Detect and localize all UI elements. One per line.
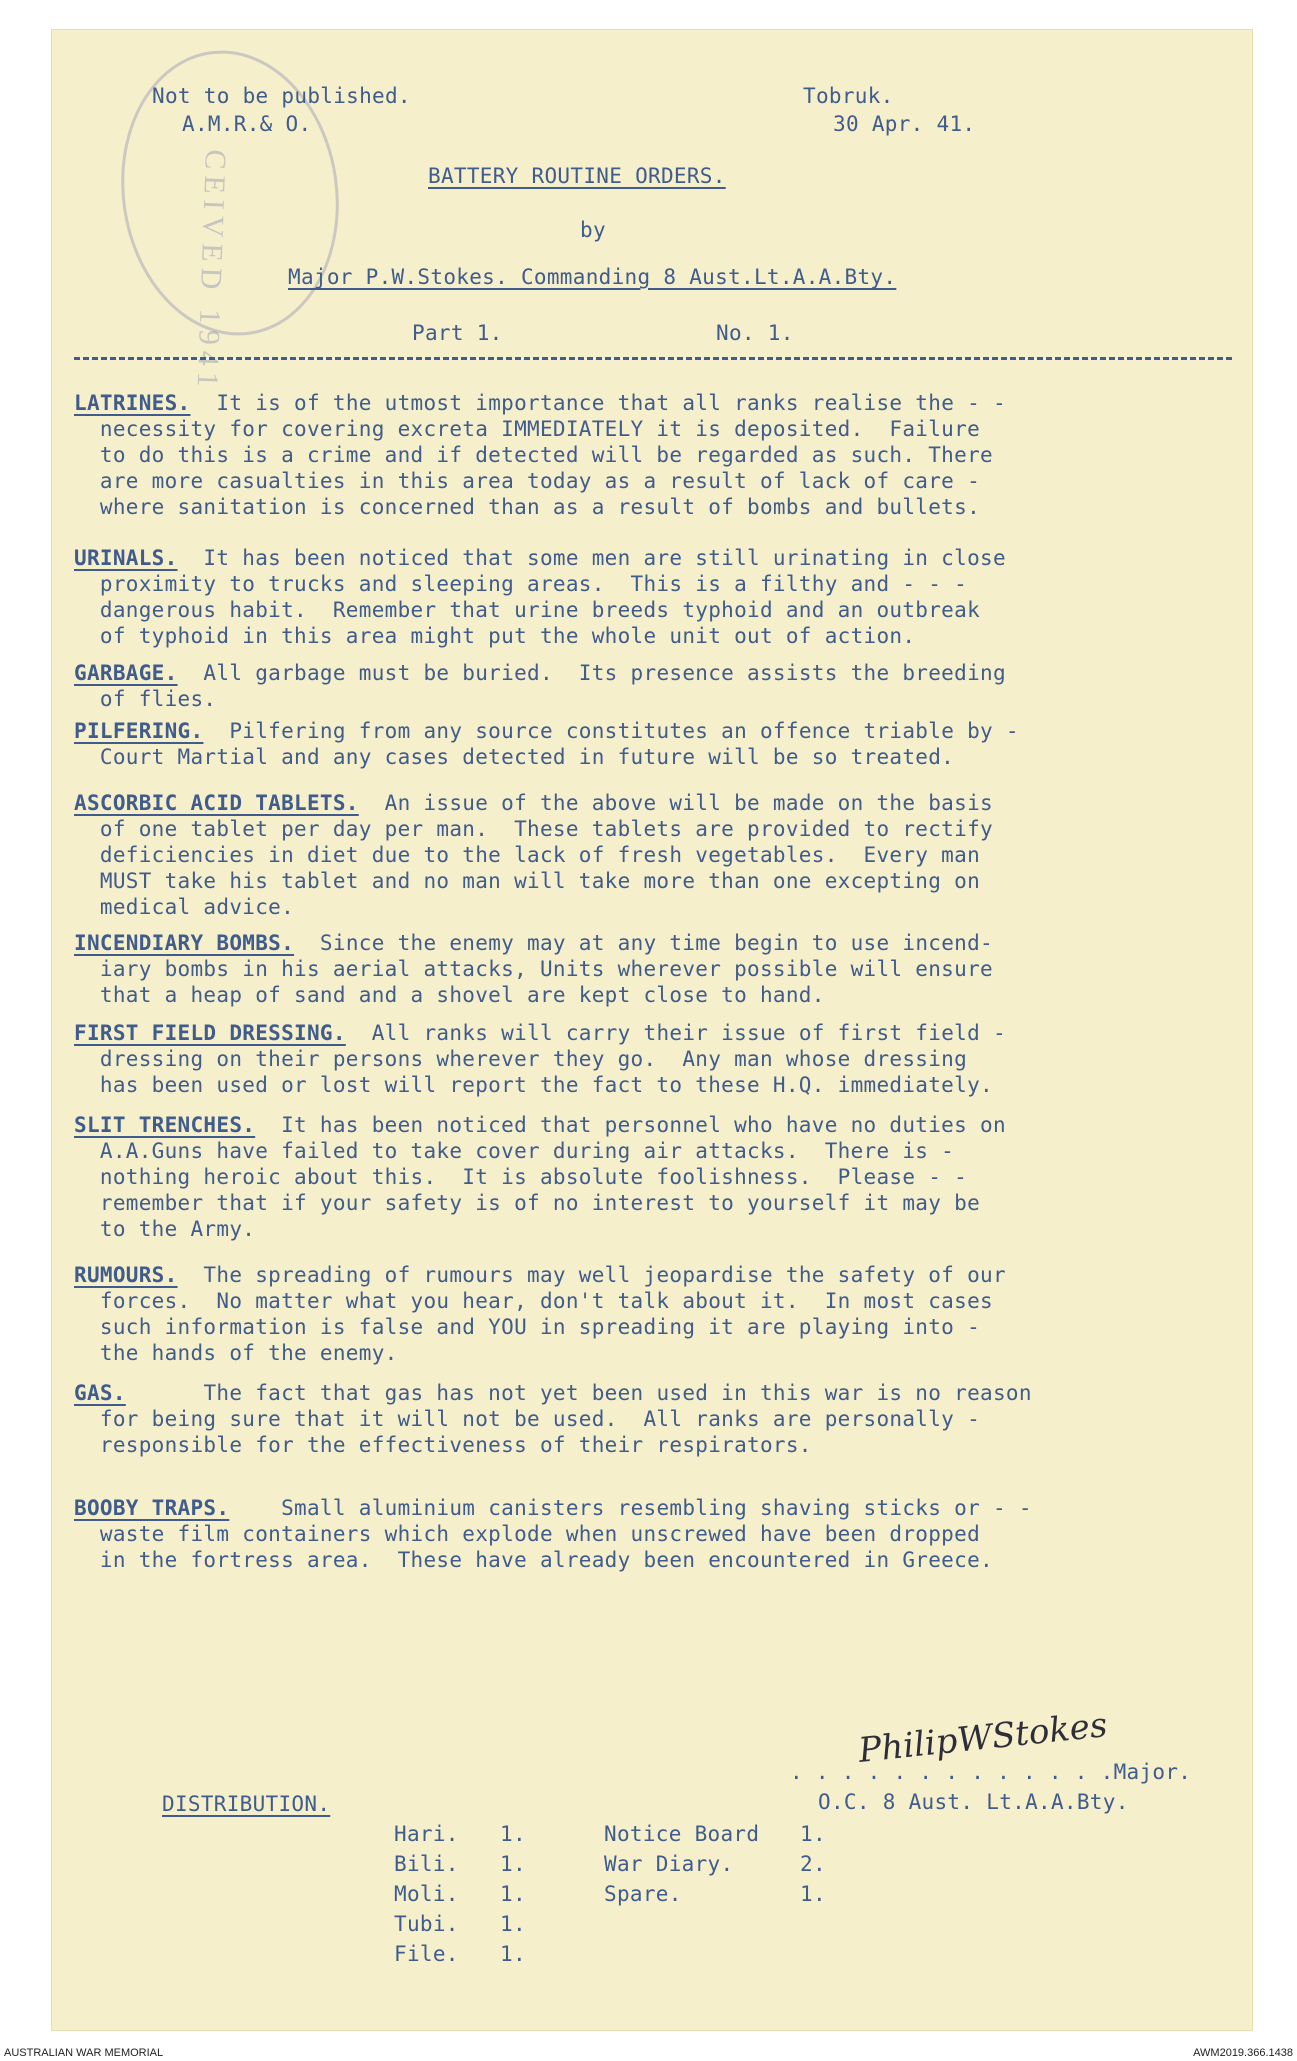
order-section bbox=[74, 390, 1244, 520]
order-section bbox=[74, 660, 1244, 712]
distribution-count: 1. bbox=[500, 1912, 526, 1936]
distribution-name: File. bbox=[394, 1942, 459, 1966]
section-line: the hands of the enemy. bbox=[74, 1341, 398, 1365]
handwritten-signature: PhilipWStokes bbox=[856, 1705, 1110, 1771]
section-heading: ASCORBIC ACID TABLETS. bbox=[74, 791, 359, 815]
order-section bbox=[74, 718, 1244, 770]
signature-title: O.C. 8 Aust. Lt.A.A.Bty. bbox=[818, 1790, 1129, 1814]
distribution-count: 1. bbox=[500, 1882, 526, 1906]
section-first-line bbox=[74, 1495, 1244, 1521]
section-heading: SLIT TRENCHES. bbox=[74, 1113, 256, 1137]
section-heading: BOOBY TRAPS. bbox=[74, 1496, 230, 1520]
section-first-line bbox=[74, 660, 1244, 686]
part-label: Part 1. bbox=[412, 321, 503, 345]
section-line: deficiencies in diet due to the lack of fresh vegetables. Every man bbox=[74, 843, 981, 867]
section-heading: PILFERING. bbox=[74, 719, 204, 743]
section-line: proximity to trucks and sleeping areas. This is a filthy and - - - bbox=[74, 572, 968, 596]
section-text: An issue of the above will be made on the basis bbox=[358, 791, 993, 815]
section-heading: LATRINES. bbox=[74, 391, 191, 415]
section-text: Pilfering from any source constitutes an offence triable by - bbox=[203, 719, 1019, 743]
distribution-heading: DISTRIBUTION. bbox=[162, 1792, 331, 1816]
distribution-count: 1. bbox=[800, 1882, 826, 1906]
section-line: nothing heroic about this. It is absolute foolishness. Please - - bbox=[74, 1165, 968, 1189]
date: 30 Apr. 41. bbox=[833, 112, 976, 136]
section-text: All garbage must be buried. Its presence assists the breeding bbox=[177, 661, 1006, 685]
section-first-line bbox=[74, 790, 1244, 816]
section-line: forces. No matter what you hear, don't talk about it. In most cases bbox=[74, 1289, 993, 1313]
section-text: The spreading of rumours may well jeopardise the safety of our bbox=[177, 1263, 1006, 1287]
order-section bbox=[74, 1495, 1244, 1573]
section-first-line bbox=[74, 1262, 1244, 1288]
section-line: that a heap of sand and a shovel are kept close to hand. bbox=[74, 983, 825, 1007]
number-label: No. 1. bbox=[716, 321, 794, 345]
section-text: Since the enemy may at any time begin to use incend- bbox=[294, 931, 993, 955]
section-heading: RUMOURS. bbox=[74, 1263, 178, 1287]
distribution-name: Tubi. bbox=[394, 1912, 459, 1936]
section-line: where sanitation is concerned than as a result of bombs and bullets. bbox=[74, 495, 981, 519]
section-line: for being sure that it will not be used. All ranks are personally - bbox=[74, 1407, 981, 1431]
distribution-count: 1. bbox=[500, 1822, 526, 1846]
distribution-count: 2. bbox=[800, 1852, 826, 1876]
order-section bbox=[74, 1380, 1244, 1458]
section-first-line bbox=[74, 1020, 1244, 1046]
footer-institution: AUSTRALIAN WAR MEMORIAL bbox=[4, 2047, 164, 2059]
section-line: Court Martial and any cases detected in future will be so treated. bbox=[74, 745, 955, 769]
section-line: iary bombs in his aerial attacks, Units wherever possible will ensure bbox=[74, 957, 993, 981]
section-text: The fact that gas has not yet been used in this war is no reason bbox=[125, 1381, 1032, 1405]
section-line: remember that if your safety is of no interest to yourself it may be bbox=[74, 1191, 981, 1215]
distribution-name: Bili. bbox=[394, 1852, 459, 1876]
section-text: It has been noticed that personnel who have no duties on bbox=[255, 1113, 1006, 1137]
section-first-line bbox=[74, 930, 1244, 956]
subtitle: Major P.W.Stokes. Commanding 8 Aust.Lt.A.A.Bty. bbox=[288, 265, 897, 289]
section-line: MUST take his tablet and no man will take more than one excepting on bbox=[74, 869, 981, 893]
section-line: dangerous habit. Remember that urine breeds typhoid and an outbreak bbox=[74, 598, 981, 622]
page-title: BATTERY ROUTINE ORDERS. bbox=[428, 164, 726, 188]
section-line: has been used or lost will report the fact to these H.Q. immediately. bbox=[74, 1073, 993, 1097]
distribution-name: Notice Board bbox=[604, 1822, 760, 1846]
signature-dots-line: . . . . . . . . . . . . .Major. bbox=[790, 1760, 1192, 1784]
section-line: A.A.Guns have failed to take cover during air attacks. There is - bbox=[74, 1139, 955, 1163]
section-line: to do this is a crime and if detected will be regarded as such. There bbox=[74, 443, 993, 467]
order-section bbox=[74, 1262, 1244, 1366]
not-to-be-published: Not to be published. bbox=[152, 84, 411, 108]
section-first-line bbox=[74, 1112, 1244, 1138]
dashed-divider bbox=[74, 357, 1232, 360]
section-heading: INCENDIARY BOMBS. bbox=[74, 931, 295, 955]
order-section bbox=[74, 1020, 1244, 1098]
section-text: It has been noticed that some men are still urinating in close bbox=[177, 546, 1006, 570]
distribution-count: 1. bbox=[500, 1852, 526, 1876]
section-first-line bbox=[74, 390, 1244, 416]
amr-o-reference: A.M.R.& O. bbox=[182, 112, 312, 136]
section-line: to the Army. bbox=[74, 1217, 256, 1241]
section-text: It is of the utmost importance that all ranks realise the - - bbox=[190, 391, 1006, 415]
section-first-line bbox=[74, 718, 1244, 744]
section-heading: URINALS. bbox=[74, 546, 178, 570]
section-first-line bbox=[74, 1380, 1244, 1406]
section-line: necessity for covering excreta IMMEDIATELY it is deposited. Failure bbox=[74, 417, 981, 441]
section-text: All ranks will carry their issue of first field - bbox=[345, 1021, 1006, 1045]
section-line: dressing on their persons wherever they go. Any man whose dressing bbox=[74, 1047, 968, 1071]
section-line: responsible for the effectiveness of their respirators. bbox=[74, 1433, 812, 1457]
order-section bbox=[74, 545, 1244, 649]
distribution-name: Hari. bbox=[394, 1822, 459, 1846]
section-heading: GARBAGE. bbox=[74, 661, 178, 685]
section-line: of one tablet per day per man. These tablets are provided to rectify bbox=[74, 817, 993, 841]
order-section bbox=[74, 1112, 1244, 1242]
distribution-name: Moli. bbox=[394, 1882, 459, 1906]
section-line: in the fortress area. These have already been encountered in Greece. bbox=[74, 1548, 993, 1572]
section-line: such information is false and YOU in spreading it are playing into - bbox=[74, 1315, 981, 1339]
distribution-count: 1. bbox=[800, 1822, 826, 1846]
order-section bbox=[74, 930, 1244, 1008]
section-line: waste film containers which explode when unscrewed have been dropped bbox=[74, 1522, 981, 1546]
distribution-name: Spare. bbox=[604, 1882, 682, 1906]
section-heading: FIRST FIELD DRESSING. bbox=[74, 1021, 346, 1045]
section-heading: GAS. bbox=[74, 1381, 126, 1405]
section-line: of typhoid in this area might put the whole unit out of action. bbox=[74, 624, 916, 648]
by-line: by bbox=[580, 218, 606, 242]
section-line: medical advice. bbox=[74, 895, 295, 919]
section-first-line bbox=[74, 545, 1244, 571]
distribution-count: 1. bbox=[500, 1942, 526, 1966]
distribution-name: War Diary. bbox=[604, 1852, 734, 1876]
received-stamp-text: CEIVED 1941 bbox=[190, 148, 232, 394]
section-line: of flies. bbox=[74, 687, 217, 711]
footer-accession: AWM2019.366.1438 bbox=[1193, 2047, 1293, 2059]
location: Tobruk. bbox=[803, 84, 894, 108]
order-section bbox=[74, 790, 1244, 920]
section-text: Small aluminium canisters resembling shaving sticks or - - bbox=[229, 1496, 1032, 1520]
section-line: are more casualties in this area today as a result of lack of care - bbox=[74, 469, 981, 493]
